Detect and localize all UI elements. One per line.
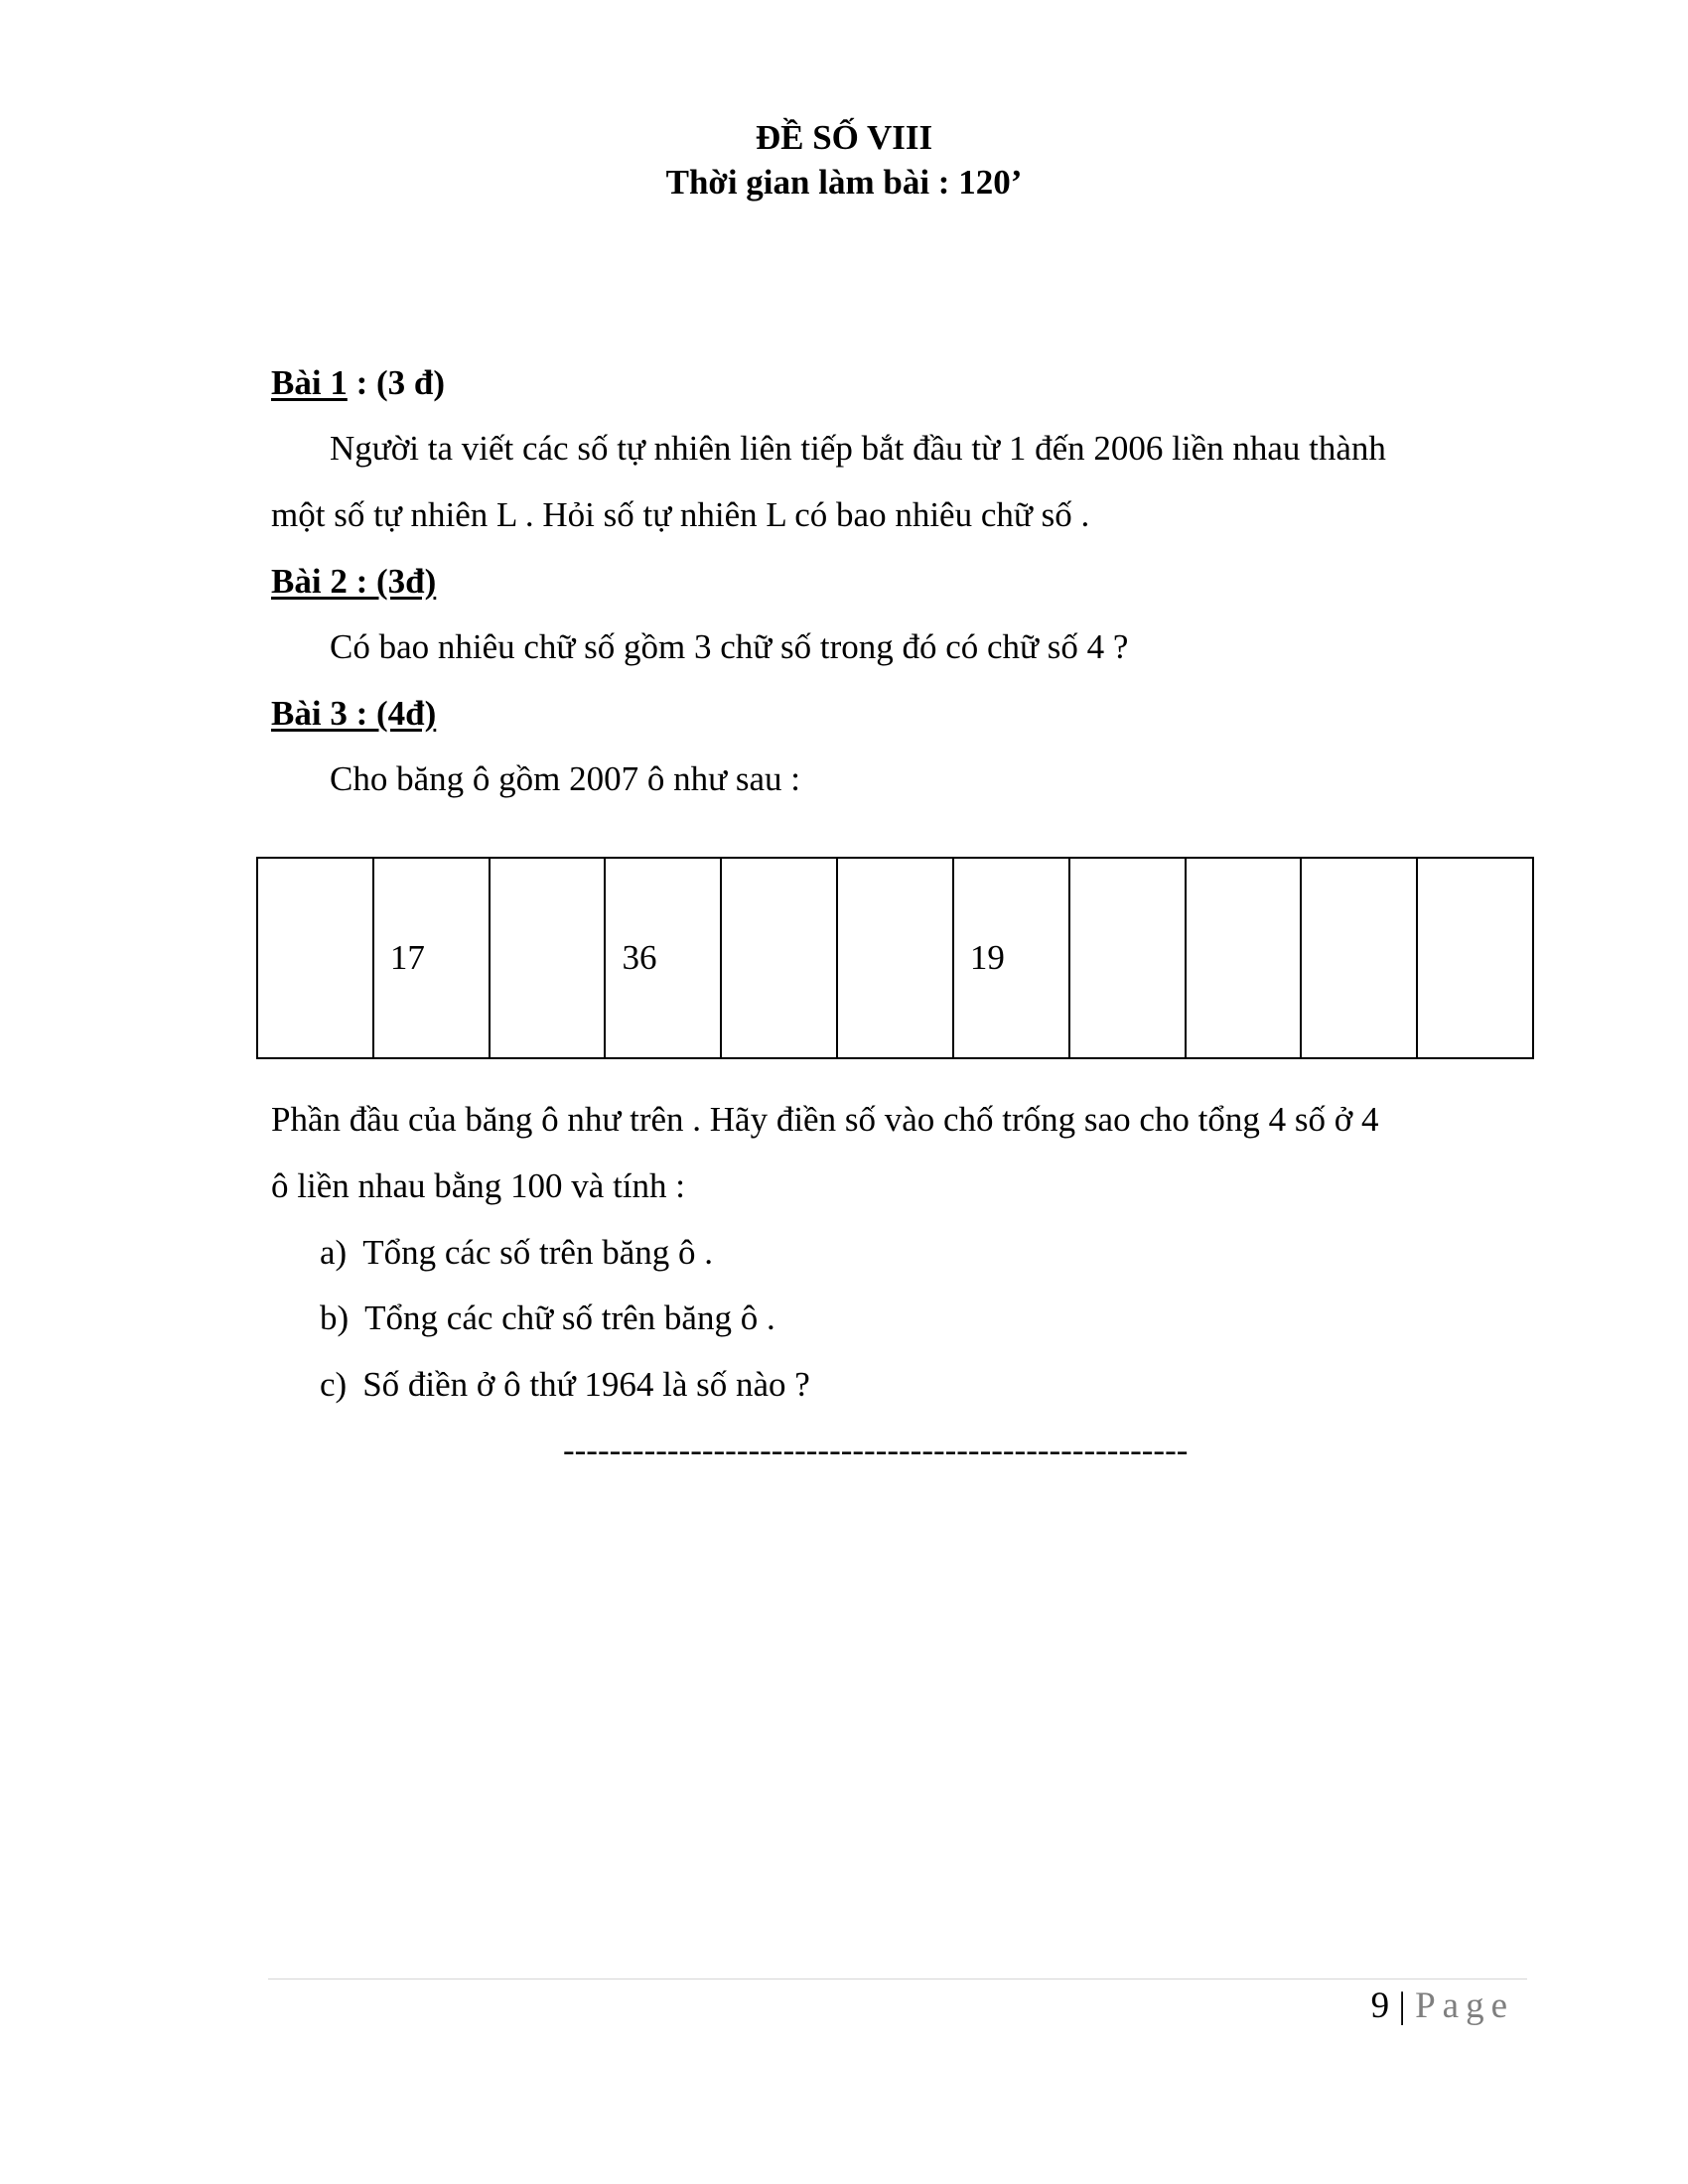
list-marker: b) <box>320 1298 350 1337</box>
strip-cell: 36 <box>605 858 721 1058</box>
list-marker: c) <box>320 1365 348 1404</box>
list-item-text: Tổng các số trên băng ô . <box>362 1233 714 1272</box>
time-limit: Thời gian làm bài : 120’ <box>665 163 1023 202</box>
problem-1-label-prefix: Bài 1 <box>271 363 348 402</box>
problem-3-text-line-2: ô liền nhau bằng 100 và tính : <box>271 1166 686 1205</box>
problem-2-text: Có bao nhiêu chữ số gồm 3 chữ số trong đó có chữ số 4 ? <box>330 627 1129 666</box>
list-marker: a) <box>320 1233 348 1272</box>
problem-2-label-text: Bài 2 : (3đ) <box>271 562 437 601</box>
strip-cell <box>490 858 606 1058</box>
dashed-separator: ------------------------------------------------------ <box>563 1431 1189 1469</box>
strip-cell <box>721 858 837 1058</box>
page-number: 9 <box>1370 1985 1390 2026</box>
strip-cell <box>257 858 373 1058</box>
problem-1-label-suffix: : (3 đ) <box>347 363 446 402</box>
list-item <box>320 1300 775 1335</box>
problem-3-label-text: Bài 3 : (4đ) <box>271 694 437 733</box>
page-word: Page <box>1415 1985 1514 2026</box>
problem-3-intro: Cho băng ô gồm 2007 ô như sau : <box>330 759 800 798</box>
strip-cell <box>837 858 953 1058</box>
strip-cell <box>1186 858 1302 1058</box>
problem-2-label <box>271 564 436 599</box>
list-item-text: Tổng các chữ số trên băng ô . <box>364 1298 775 1337</box>
problem-3-label <box>271 696 436 731</box>
strip-cell <box>1301 858 1417 1058</box>
page-footer <box>1371 1987 1514 2024</box>
problem-1-label <box>271 365 445 400</box>
problem-1-text-line-2: một số tự nhiên L . Hỏi số tự nhiên L có bao nhiêu chữ số . <box>271 495 1090 534</box>
list-item <box>320 1235 713 1270</box>
problem-3-text-line-1: Phần đầu của băng ô như trên . Hãy điền số vào chố trống sao cho tổng 4 số ở 4 <box>271 1100 1379 1139</box>
strip-cell: 19 <box>953 858 1069 1058</box>
number-strip-row <box>257 858 1533 1058</box>
strip-cell <box>1069 858 1186 1058</box>
footer-separator: | <box>1398 1985 1406 2026</box>
problem-1-text-line-1: Người ta viết các số tự nhiên liên tiếp bắt đầu từ 1 đến 2006 liền nhau thành <box>330 429 1386 468</box>
strip-cell <box>1417 858 1533 1058</box>
list-item <box>320 1367 810 1402</box>
list-item-text: Số điền ở ô thứ 1964 là số nào ? <box>362 1365 810 1404</box>
exam-title: ĐỀ SỐ VIII <box>755 118 933 157</box>
strip-cell: 17 <box>373 858 490 1058</box>
number-strip-table <box>256 857 1534 1059</box>
